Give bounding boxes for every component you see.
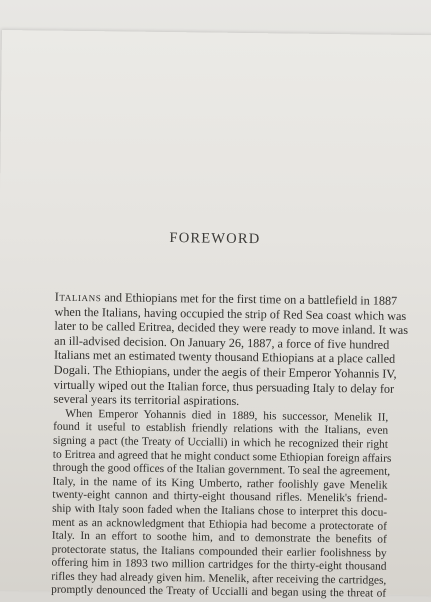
book-page [0,30,431,601]
text-line: Dogali. The Ethiopians, under the aegis of their Emperor Yohannis IV, [53,362,397,381]
page-heading: FOREWORD [169,230,261,248]
text-line: virtually wiped out the Italian force, thus persuading Italy to delay for [53,377,395,396]
text-line: found it useful to establish friendly relations with the Italians, even [53,420,389,438]
text-line: later to be called Eritrea, decided they were ready to move inland. It was [54,318,409,338]
text-line: ship with Italy soon faded when the Italians chose to interpret this docu- [52,502,388,519]
text-line: an ill-advised decision. On January 26, 1887, a force of five hundred [54,333,390,352]
body-text [51,289,409,602]
text-line: rifles they had already given him. Menelik, after receiving the cartridges, [51,570,387,587]
text-line: to Eritrea and agreed that he might conduct some Ethiopian foreign affairs [52,448,392,465]
paragraph-2 [51,407,392,601]
text-line: Italy, in the name of its King Umberto, rather foolishly gave Menelik [52,475,388,492]
text-line: twenty-eight cannon and thirty-eight thousand rifles. Menelik's friend- [52,488,388,506]
text-line: when the Italians, having occupied the strip of Red Sea coast which was [54,304,407,323]
text-line: Italy. In an effort to soothe him, and to demonstrate the benefits of [51,529,387,546]
text-line: Italians met an estimated twenty thousand Ethiopians at a place called [53,348,396,367]
text-line: several years its territorial aspirations. [53,391,240,409]
text-line: through the good offices of the Italian government. To seal the agreement, [52,461,391,478]
text-line: offering him in 1893 two million cartridges for the thirty-eight thousand [51,556,387,574]
paragraph-1 [53,289,409,411]
text-line: ment as an acknowledgment that Ethiopia had become a protectorate of [51,516,388,533]
text-line: promptly denounced the Treaty of Uccialli and began using the threat of [51,584,387,601]
text-line: Italians and Ethiopians met for the first time on a battlefield in 1887 [54,289,398,308]
lead-word: Italians [54,289,102,305]
text-line: signing a pact (the Treaty of Uccialli) in which he recognized their right [52,434,389,451]
text-line: When Emperor Yohannis died in 1889, his successor, Menelik II, [65,407,389,424]
text-line: protectorate status, the Italians compounded their earlier foolishness by [51,543,387,560]
